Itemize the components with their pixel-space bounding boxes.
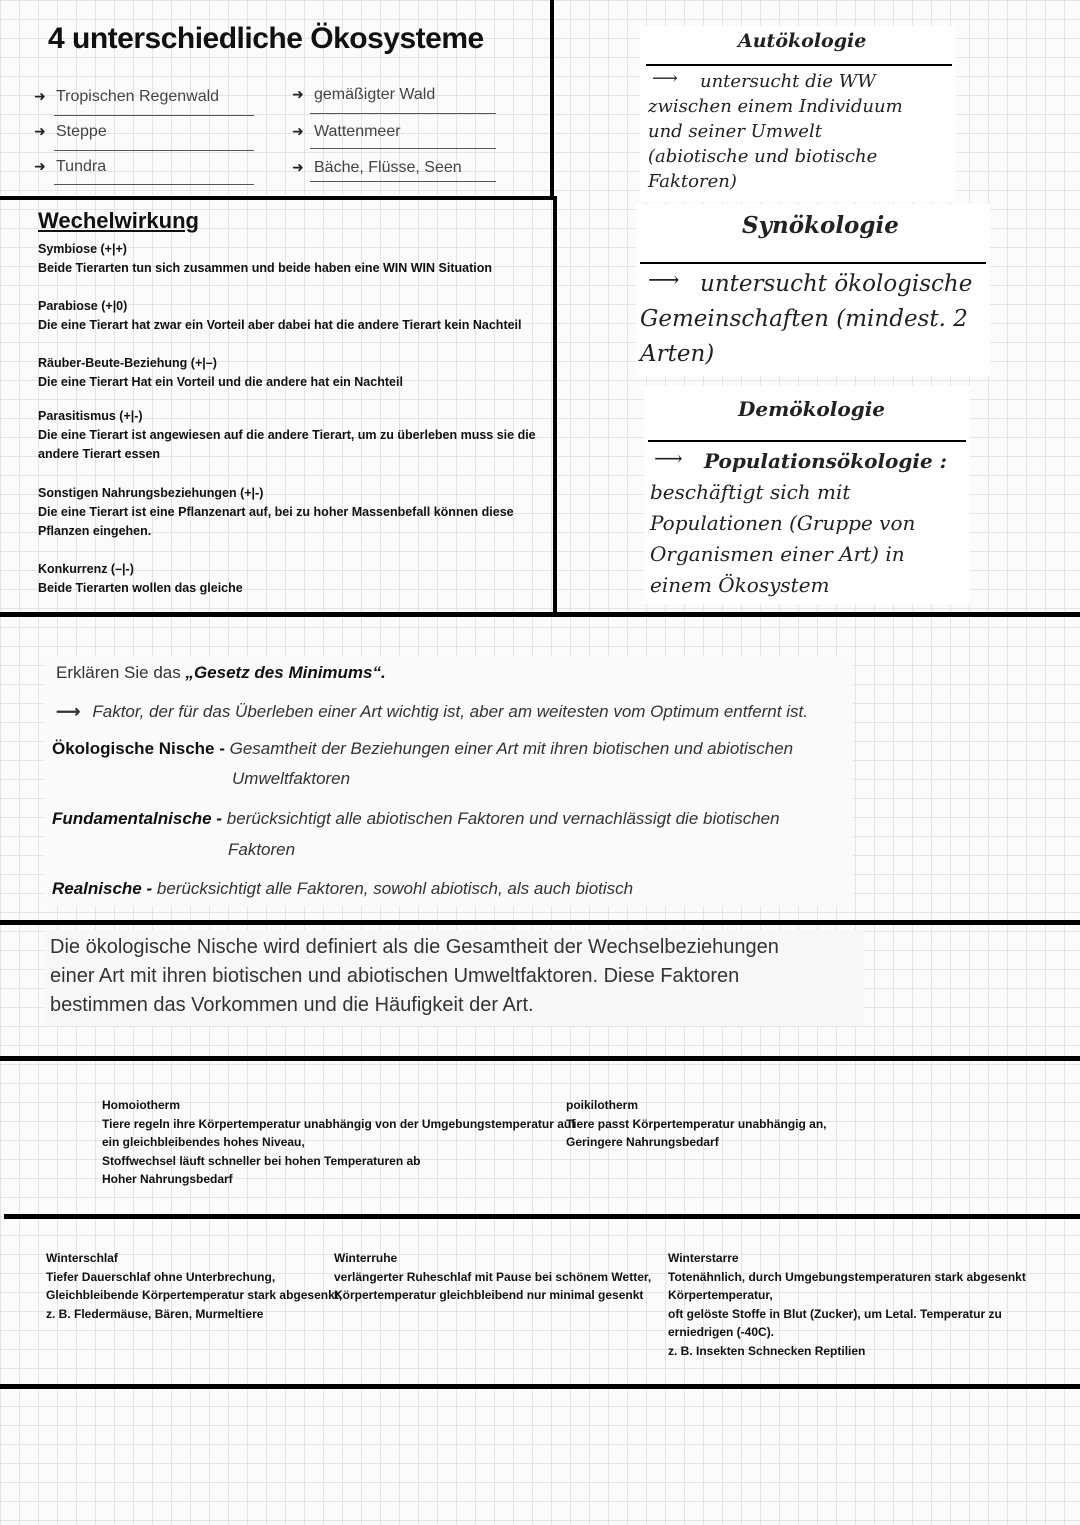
synoekologie-text: untersucht ökologische: [700, 271, 973, 297]
homoiotherm-block: Homoiotherm Tiere regeln ihre Körpertemperatur unabhängig von der Umgebungstemperatur auf ein gleichbleibendes hohes Niveau, Stoffwechsel läuft schneller bei hohen Temperaturen ab Hoher Nahrungsbedarf: [102, 1098, 576, 1186]
underline: [646, 64, 952, 66]
autoekologie-text: (abiotische und biotische: [648, 146, 878, 167]
ecosystem-item: ➜ gemäßigter Wald: [292, 86, 436, 103]
page-title: 4 unterschiedliche Ökosysteme: [48, 22, 484, 55]
arrow-right-icon: ⟶: [652, 68, 678, 89]
winterstarre-block: Winterstarre Totenähnlich, durch Umgebungstemperaturen stark abgesenkt Körpertemperatur, oft gelöste Stoffe in Blut (Zucker), um Letal. Temperatur zu erniedrigen (-40C). z. B. Insekten Schnecken Reptilien: [668, 1251, 1026, 1358]
ecosystem-item: ➜ Tropischen Regenwald: [34, 88, 220, 105]
underline: [310, 113, 496, 114]
arrow-right-icon: ⟶: [648, 268, 680, 293]
ecosystem-item: ➜ Bäche, Flüsse, Seen: [292, 159, 462, 176]
divider-vertical-middle: [553, 196, 557, 616]
autoekologie-title: Autökologie: [738, 30, 867, 52]
synoekologie-text: Gemeinschaften (mindest. 2: [640, 306, 968, 332]
demoekologie-text: beschäftigt sich mit: [650, 480, 851, 504]
arrow-right-icon: ➜: [292, 159, 304, 175]
divider-section-1: [0, 612, 1080, 617]
winterschlaf-block: Winterschlaf Tiefer Dauerschlaf ohne Unterbrechung, Gleichbleibende Körpertemperatur stark abgesenkt, z. B. Fledermäuse, Bären, Murmeltiere: [46, 1251, 343, 1321]
interaction-nahrungsbeziehungen: Sonstigen Nahrungsbeziehungen (+|-) Die eine Tierart ist eine Pflanzenart auf, bei zu hoher Massenbefall können diese Pflanzen eingehen.: [38, 486, 514, 538]
autoekologie-text: untersucht die WW: [700, 71, 876, 92]
divider-section-5: [0, 1384, 1080, 1389]
arrow-right-icon: ⟶: [654, 446, 683, 470]
fundamentalnische-line: Fundamentalnische - berücksichtigt alle abiotischen Faktoren und vernachlässigt die biotischen: [52, 809, 780, 828]
fundamentalnische-line: Faktoren: [228, 840, 296, 859]
demoekologie-text: Populationen (Gruppe von: [650, 511, 916, 535]
demoekologie-text: Populationsökologie :: [704, 449, 948, 473]
ecosystem-item: ➜ Wattenmeer: [292, 123, 401, 140]
arrow-right-icon: ⟶: [56, 702, 81, 721]
interaction-konkurrenz: Konkurrenz (–|-) Beide Tierarten wollen das gleiche: [38, 562, 243, 595]
underline: [310, 148, 496, 149]
demoekologie-title: Demökologie: [738, 397, 886, 421]
synoekologie-title: Synökologie: [742, 212, 899, 239]
autoekologie-text: und seiner Umwelt: [648, 121, 822, 142]
ecosystem-item: ➜ Tundra: [34, 158, 107, 175]
realnische-line: Realnische - berücksichtigt alle Faktoren, sowohl abiotisch, als auch biotisch: [52, 879, 634, 898]
divider-vertical-top: [550, 0, 554, 200]
interaction-parabiose: Parabiose (+|0) Die eine Tierart hat zwar ein Vorteil aber dabei hat die andere Tierart kein Nachteil: [38, 299, 522, 332]
underline: [54, 184, 254, 185]
interaction-parasitismus: Parasitismus (+|-) Die eine Tierart ist angewiesen auf die andere Tierart, um zu überleben muss sie die andere Tierart essen: [38, 409, 536, 461]
interaction-symbiose: Symbiose (+|+) Beide Tierarten tun sich zusammen und beide haben eine WIN WIN Situation: [38, 242, 492, 275]
underline: [648, 440, 966, 442]
oekologische-nische-line: Ökologische Nische - Gesamtheit der Beziehungen einer Art mit ihren biotischen und abiotischen: [52, 739, 794, 758]
demoekologie-text: Organismen einer Art) in: [650, 542, 905, 566]
minimum-answer: ⟶ Faktor, der für das Überleben einer Art wichtig ist, aber am weitesten vom Optimum entfernt ist.: [56, 702, 808, 721]
oekologische-nische-line: Umweltfaktoren: [232, 769, 351, 788]
nische-definition: Die ökologische Nische wird definiert als die Gesamtheit der Wechselbeziehungen einer Art mit ihren biotischen und abiotischen Umweltfaktoren. Diese Faktoren bestimmen das Vorkommen und die Häufigkeit der Art.: [44, 930, 864, 1026]
demoekologie-text: einem Ökosystem: [650, 573, 830, 597]
underline: [54, 150, 254, 151]
arrow-right-icon: ➜: [34, 123, 46, 139]
minimum-question: Erklären Sie das „Gesetz des Minimums“.: [56, 663, 386, 682]
interaction-raeuber-beute: Räuber-Beute-Beziehung (+|–) Die eine Tierart Hat ein Vorteil und die andere hat ein Nachteil: [38, 356, 403, 389]
autoekologie-text: Faktoren): [648, 171, 737, 192]
divider-under-ecosystems: [0, 196, 556, 200]
minimum-section: [44, 656, 852, 906]
autoekologie-text: zwischen einem Individuum: [648, 96, 903, 117]
arrow-right-icon: ➜: [292, 123, 304, 139]
divider-section-2: [0, 920, 1080, 925]
poikilotherm-block: poikilotherm Tiere passt Körpertemperatur unabhängig an, Geringere Nahrungsbedarf: [566, 1098, 827, 1149]
arrow-right-icon: ➜: [292, 86, 304, 102]
divider-section-4: [4, 1214, 1080, 1219]
underline: [54, 115, 254, 116]
arrow-right-icon: ➜: [34, 158, 46, 174]
winterruhe-block: Winterruhe verlängerter Ruheschlaf mit Pause bei schönem Wetter, Körpertemperatur gleichbleibend nur minimal gesenkt: [334, 1251, 652, 1302]
wechselwirkung-heading: Wechelwirkung: [38, 208, 199, 233]
underline: [640, 262, 986, 264]
underline: [310, 181, 496, 182]
arrow-right-icon: ➜: [34, 88, 46, 104]
divider-section-3: [0, 1056, 1080, 1061]
ecosystem-item: ➜ Steppe: [34, 123, 107, 140]
synoekologie-text: Arten): [640, 341, 715, 367]
